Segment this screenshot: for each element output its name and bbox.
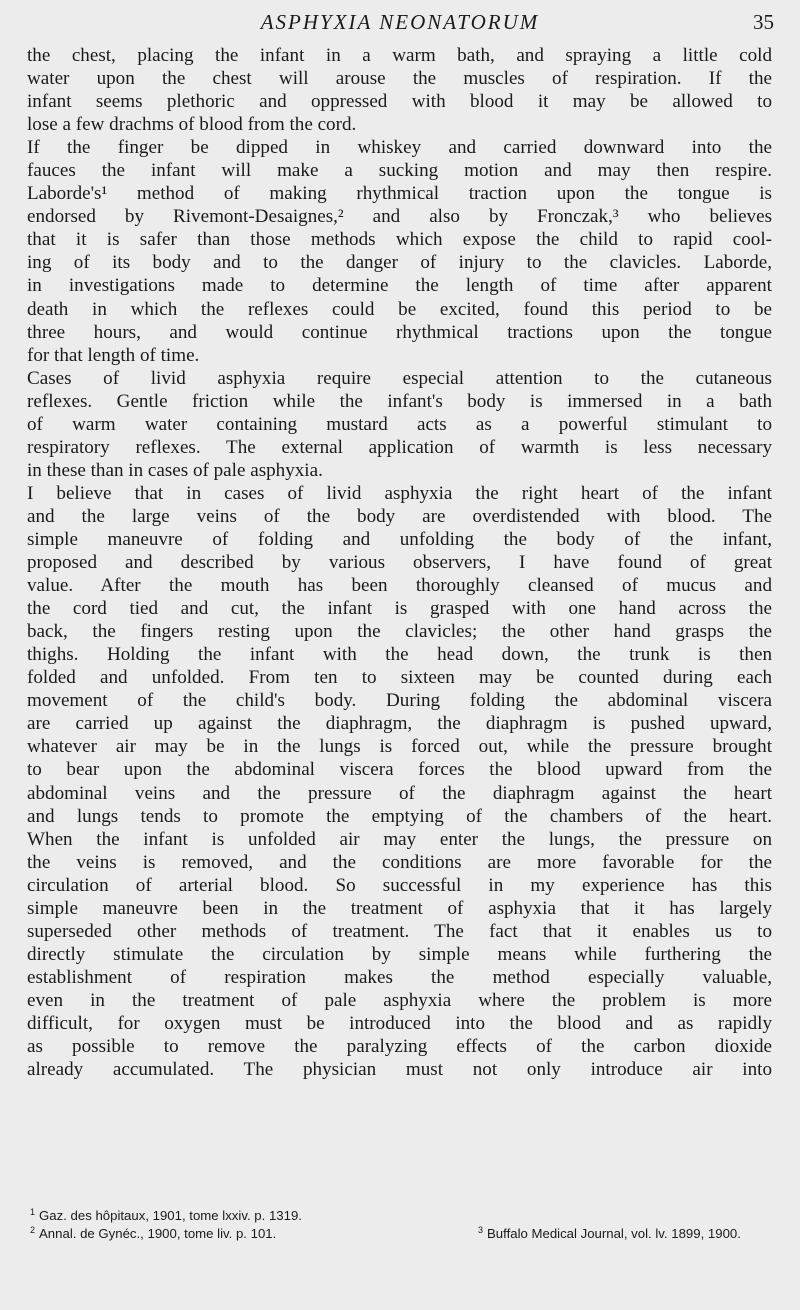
text-line: the veins is removed, and the conditions are more favorable for the [27,851,772,873]
text-line: movement of the child's body. During folding the abdominal viscera [27,690,772,712]
footnote-marker: 2 [30,1224,36,1235]
text-line: value. After the mouth has been thoroughly cleansed of mucus and [27,575,772,597]
footnote-text: Buffalo Medical Journal, vol. lv. 1899, 1900. [487,1226,741,1241]
footnotes [30,1207,775,1243]
text-line: lose a few drachms of blood from the cord. [27,114,357,136]
footnote-marker: 1 [30,1206,36,1217]
text-line: are carried up against the diaphragm, the diaphragm is pushed upward, [27,713,772,735]
running-title: ASPHYXIA NEONATORUM [260,10,540,34]
page-header [0,8,800,40]
text-line: proposed and described by various observers, I have found of great [27,552,772,574]
text-line: the chest, placing the infant in a warm bath, and spraying a little cold [27,45,772,66]
text-line: to bear upon the abdominal viscera forces the blood upward from the [27,759,772,781]
text-line: thighs. Holding the infant with the head down, the trunk is then [27,644,772,666]
text-line: respiratory reflexes. The external application of warmth is less necessary [27,436,772,458]
text-line: that it is safer than those methods which expose the child to rapid cool- [27,229,772,251]
text-line: and lungs tends to promote the emptying of the chambers of the heart. [27,805,772,827]
text-line: fauces the infant will make a sucking motion and may then respire. [27,160,772,182]
text-line: whatever air may be in the lungs is forced out, while the pressure brought [27,736,772,758]
text-line: Cases of livid asphyxia require especial attention to the cutaneous [27,367,772,389]
footnote-2 [30,1226,276,1241]
text-line: folded and unfolded. From ten to sixteen may be counted during each [27,667,772,689]
text-line: back, the fingers resting upon the clavicles; the other hand grasps the [27,621,772,643]
text-line: I believe that in cases of livid asphyxia the right heart of the infant [27,482,772,504]
text-line: directly stimulate the circulation by simple means while furthering the [27,943,772,965]
text-line: simple maneuvre of folding and unfolding the body of the infant, [27,528,772,550]
text-line: in investigations made to determine the length of time after apparent [27,275,772,297]
footnote-1 [30,1207,775,1225]
text-line: reflexes. Gentle friction while the infant's body is immersed in a bath [27,390,772,412]
text-line: circulation of arterial blood. So successful in my experience has this [27,874,772,896]
text-line: abdominal veins and the pressure of the diaphragm against the heart [27,782,772,804]
body-text [27,44,772,1081]
text-line: as possible to remove the paralyzing effects of the carbon dioxide [27,1036,772,1058]
text-line: If the finger be dipped in whiskey and carried downward into the [27,137,772,159]
text-line: ing of its body and to the danger of injury to the clavicles. Laborde, [27,252,772,274]
text-line: of warm water containing mustard acts as a powerful stimulant to [27,413,772,435]
text-line: endorsed by Rivemont-Desaignes,² and also by Fronczak,³ who believes [27,206,772,228]
footnote-text: Annal. de Gynéc., 1900, tome liv. p. 101. [39,1226,277,1241]
text-line: difficult, for oxygen must be introduced into the blood and as rapidly [27,1012,772,1034]
text-line: three hours, and would continue rhythmical tractions upon the tongue [27,321,772,343]
footnote-row-2 [30,1225,775,1243]
text-line: When the infant is unfolded air may enter the lungs, the pressure on [27,828,772,850]
text-line: simple maneuvre been in the treatment of asphyxia that it has largely [27,897,772,919]
text-line: infant seems plethoric and oppressed with blood it may be allowed to [27,91,772,113]
text-line: already accumulated. The physician must not only introduce air into [27,1059,772,1081]
text-line: establishment of respiration makes the method especially valuable, [27,966,772,988]
footnote-text: Gaz. des hôpitaux, 1901, tome lxxiv. p. 1319. [39,1208,302,1223]
text-line: superseded other methods of treatment. The fact that it enables us to [27,920,772,942]
page-number: 35 [753,10,774,34]
text-line: in these than in cases of pale asphyxia. [27,459,323,481]
footnote-marker: 3 [478,1224,484,1235]
text-line: the cord tied and cut, the infant is grasped with one hand across the [27,598,772,620]
text-line: death in which the reflexes could be excited, found this period to be [27,298,772,320]
text-line: for that length of time. [27,344,200,366]
text-line: water upon the chest will arouse the muscles of respiration. If the [27,68,772,90]
footnote-3 [478,1225,741,1243]
text-line: even in the treatment of pale asphyxia where the problem is more [27,989,772,1011]
text-line: and the large veins of the body are overdistended with blood. The [27,505,772,527]
text-line: Laborde's¹ method of making rhythmical traction upon the tongue is [27,183,772,205]
